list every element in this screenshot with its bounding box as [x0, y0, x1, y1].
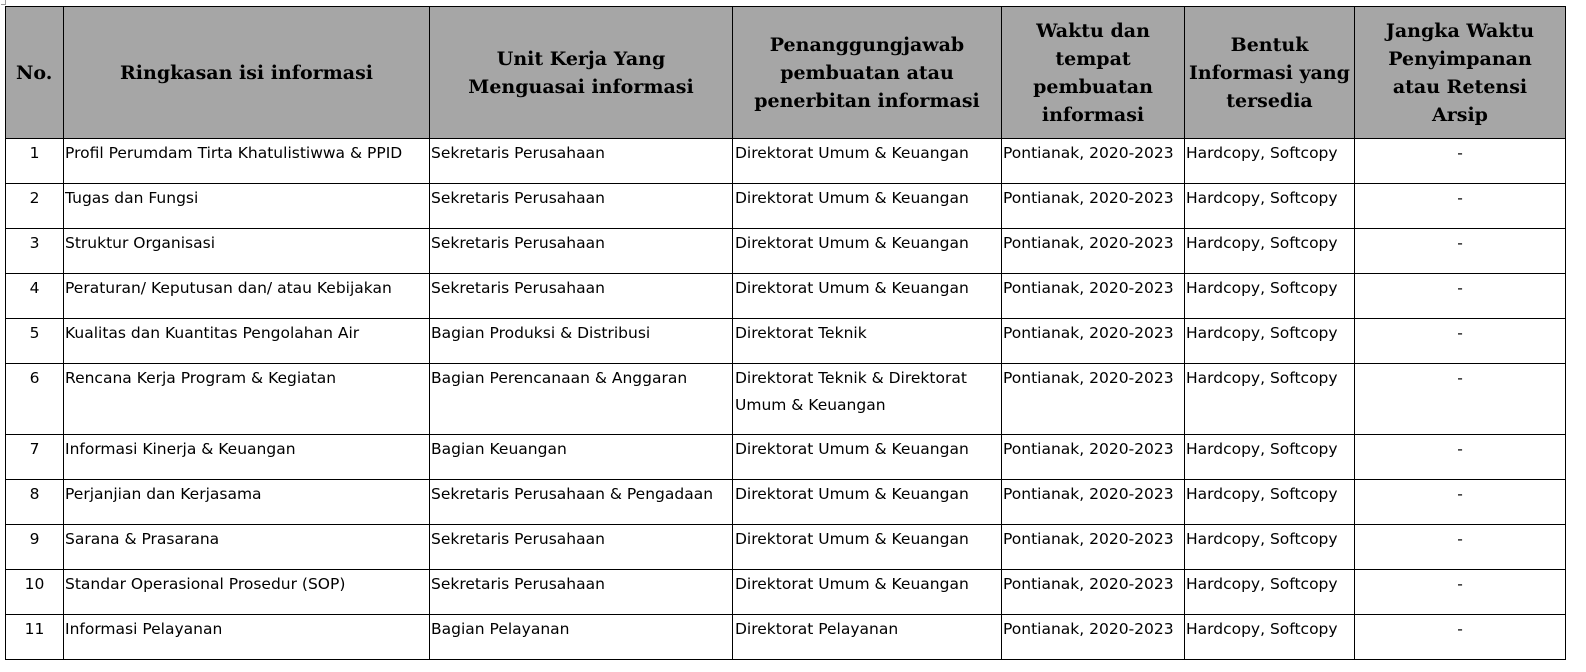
cell-no[interactable]: 1 — [6, 139, 64, 184]
table-row — [6, 480, 1566, 525]
cell-summary[interactable]: Profil Perumdam Tirta Khatulistiwwa & PPID — [64, 139, 430, 184]
header-retention[interactable] — [1355, 7, 1566, 139]
cell-responsible[interactable]: Direktorat Umum & Keuangan — [733, 570, 1002, 615]
header-summary[interactable] — [64, 7, 430, 139]
cell-retention[interactable]: - — [1355, 525, 1566, 570]
cell-time-place[interactable]: Pontianak, 2020-2023 — [1002, 139, 1185, 184]
cell-unit[interactable]: Sekretaris Perusahaan — [430, 139, 733, 184]
table-row — [6, 570, 1566, 615]
cell-unit[interactable]: Bagian Keuangan — [430, 435, 733, 480]
cell-retention[interactable]: - — [1355, 435, 1566, 480]
cell-form[interactable]: Hardcopy, Softcopy — [1185, 435, 1355, 480]
table-row — [6, 184, 1566, 229]
cell-form[interactable]: Hardcopy, Softcopy — [1185, 274, 1355, 319]
cell-summary[interactable]: Kualitas dan Kuantitas Pengolahan Air — [64, 319, 430, 364]
cell-summary[interactable]: Standar Operasional Prosedur (SOP) — [64, 570, 430, 615]
table-row — [6, 615, 1566, 660]
cell-retention[interactable]: - — [1355, 570, 1566, 615]
cell-form[interactable]: Hardcopy, Softcopy — [1185, 570, 1355, 615]
header-responsible[interactable] — [733, 7, 1002, 139]
cell-unit[interactable]: Sekretaris Perusahaan — [430, 570, 733, 615]
table-row — [6, 139, 1566, 184]
cell-time-place[interactable]: Pontianak, 2020-2023 — [1002, 615, 1185, 660]
table-row — [6, 274, 1566, 319]
header-summary-label: Ringkasan isi informasi — [120, 61, 373, 84]
cell-no[interactable]: 2 — [6, 184, 64, 229]
cell-summary[interactable]: Perjanjian dan Kerjasama — [64, 480, 430, 525]
cell-no[interactable]: 5 — [6, 319, 64, 364]
cell-responsible[interactable]: Direktorat Umum & Keuangan — [733, 525, 1002, 570]
header-time-place-label: Waktu dan tempat pembuatan informasi — [1033, 19, 1153, 126]
table-row — [6, 435, 1566, 480]
cell-retention[interactable]: - — [1355, 139, 1566, 184]
header-row — [6, 7, 1566, 139]
cell-time-place[interactable]: Pontianak, 2020-2023 — [1002, 184, 1185, 229]
cell-no[interactable]: 3 — [6, 229, 64, 274]
cell-responsible[interactable]: Direktorat Umum & Keuangan — [733, 480, 1002, 525]
cell-retention[interactable]: - — [1355, 319, 1566, 364]
table-body — [6, 139, 1566, 660]
table-row — [6, 229, 1566, 274]
table-row — [6, 364, 1566, 435]
cell-summary[interactable]: Informasi Pelayanan — [64, 615, 430, 660]
cell-form[interactable]: Hardcopy, Softcopy — [1185, 615, 1355, 660]
cell-form[interactable]: Hardcopy, Softcopy — [1185, 139, 1355, 184]
cell-unit[interactable]: Bagian Perencanaan & Anggaran — [430, 364, 733, 435]
cell-form[interactable]: Hardcopy, Softcopy — [1185, 364, 1355, 435]
cell-retention[interactable]: - — [1355, 364, 1566, 435]
cell-form[interactable]: Hardcopy, Softcopy — [1185, 184, 1355, 229]
cell-unit[interactable]: Sekretaris Perusahaan — [430, 229, 733, 274]
cell-unit[interactable]: Sekretaris Perusahaan — [430, 274, 733, 319]
cell-responsible[interactable]: Direktorat Umum & Keuangan — [733, 229, 1002, 274]
cell-time-place[interactable]: Pontianak, 2020-2023 — [1002, 525, 1185, 570]
cell-unit[interactable]: Bagian Produksi & Distribusi — [430, 319, 733, 364]
header-retention-label: Jangka Waktu Penyimpanan atau Retensi Arsip — [1385, 19, 1535, 126]
cell-no[interactable]: 10 — [6, 570, 64, 615]
cell-form[interactable]: Hardcopy, Softcopy — [1185, 229, 1355, 274]
header-unit[interactable] — [430, 7, 733, 139]
cell-summary[interactable]: Struktur Organisasi — [64, 229, 430, 274]
cell-time-place[interactable]: Pontianak, 2020-2023 — [1002, 480, 1185, 525]
header-form[interactable] — [1185, 7, 1355, 139]
header-no-label: No. — [16, 61, 53, 84]
cell-no[interactable]: 9 — [6, 525, 64, 570]
cell-no[interactable]: 6 — [6, 364, 64, 435]
cell-unit[interactable]: Sekretaris Perusahaan — [430, 184, 733, 229]
cell-corner-marker — [1, 0, 6, 5]
cell-time-place[interactable]: Pontianak, 2020-2023 — [1002, 319, 1185, 364]
cell-responsible[interactable]: Direktorat Teknik & Direktorat Umum & Keuangan — [733, 364, 1002, 435]
cell-time-place[interactable]: Pontianak, 2020-2023 — [1002, 435, 1185, 480]
cell-time-place[interactable]: Pontianak, 2020-2023 — [1002, 229, 1185, 274]
header-responsible-label: Penanggungjawab pembuatan atau penerbitan informasi — [754, 33, 980, 112]
cell-responsible[interactable]: Direktorat Umum & Keuangan — [733, 274, 1002, 319]
cell-unit[interactable]: Sekretaris Perusahaan & Pengadaan — [430, 480, 733, 525]
cell-summary[interactable]: Rencana Kerja Program & Kegiatan — [64, 364, 430, 435]
information-list-table — [5, 6, 1566, 660]
cell-summary[interactable]: Informasi Kinerja & Keuangan — [64, 435, 430, 480]
cell-responsible[interactable]: Direktorat Umum & Keuangan — [733, 435, 1002, 480]
cell-unit[interactable]: Sekretaris Perusahaan — [430, 525, 733, 570]
cell-form[interactable]: Hardcopy, Softcopy — [1185, 319, 1355, 364]
cell-responsible[interactable]: Direktorat Teknik — [733, 319, 1002, 364]
header-time-place[interactable] — [1002, 7, 1185, 139]
cell-retention[interactable]: - — [1355, 615, 1566, 660]
header-unit-label: Unit Kerja Yang Menguasai informasi — [468, 47, 694, 98]
cell-retention[interactable]: - — [1355, 184, 1566, 229]
cell-summary[interactable]: Peraturan/ Keputusan dan/ atau Kebijakan — [64, 274, 430, 319]
cell-retention[interactable]: - — [1355, 274, 1566, 319]
cell-summary[interactable]: Tugas dan Fungsi — [64, 184, 430, 229]
table-row — [6, 525, 1566, 570]
cell-form[interactable]: Hardcopy, Softcopy — [1185, 525, 1355, 570]
cell-time-place[interactable]: Pontianak, 2020-2023 — [1002, 570, 1185, 615]
cell-responsible[interactable]: Direktorat Umum & Keuangan — [733, 139, 1002, 184]
header-form-label: Bentuk Informasi yang tersedia — [1189, 33, 1350, 112]
cell-time-place[interactable]: Pontianak, 2020-2023 — [1002, 274, 1185, 319]
cell-no[interactable]: 11 — [6, 615, 64, 660]
cell-retention[interactable]: - — [1355, 480, 1566, 525]
cell-unit[interactable]: Bagian Pelayanan — [430, 615, 733, 660]
cell-no[interactable]: 4 — [6, 274, 64, 319]
cell-responsible[interactable]: Direktorat Umum & Keuangan — [733, 184, 1002, 229]
header-no[interactable] — [6, 7, 64, 139]
table-row — [6, 319, 1566, 364]
cell-no[interactable]: 7 — [6, 435, 64, 480]
cell-time-place[interactable]: Pontianak, 2020-2023 — [1002, 364, 1185, 435]
cell-summary[interactable]: Sarana & Prasarana — [64, 525, 430, 570]
table-header — [6, 7, 1566, 139]
cell-no[interactable]: 8 — [6, 480, 64, 525]
cell-form[interactable]: Hardcopy, Softcopy — [1185, 480, 1355, 525]
cell-retention[interactable]: - — [1355, 229, 1566, 274]
cell-responsible[interactable]: Direktorat Pelayanan — [733, 615, 1002, 660]
